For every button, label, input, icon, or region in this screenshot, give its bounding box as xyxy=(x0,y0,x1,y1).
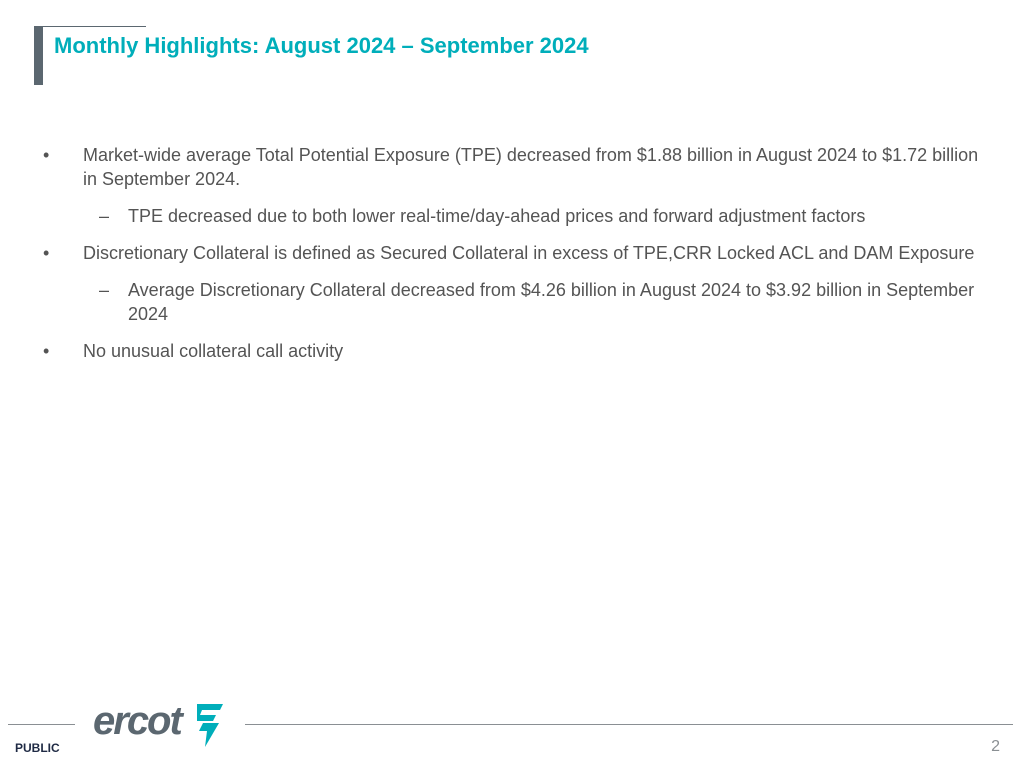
sub-bullet-text: TPE decreased due to both lower real-time/day-ahead prices and forward adjustment factors xyxy=(128,206,866,226)
bullet-item xyxy=(40,339,990,363)
bullet-text: Market-wide average Total Potential Exposure (TPE) decreased from $1.88 billion in August 2024 to $1.72 billion in September 2024. xyxy=(83,145,979,189)
bullet-text: Discretionary Collateral is defined as Secured Collateral in excess of TPE,CRR Locked ACL and DAM Exposure xyxy=(83,243,975,263)
classification-label: PUBLIC xyxy=(15,741,60,755)
bullet-text: No unusual collateral call activity xyxy=(83,341,344,361)
ercot-bolt-icon xyxy=(189,701,225,749)
sub-bullet-item xyxy=(40,278,990,326)
sub-bullet-marker: – xyxy=(99,206,110,226)
bullet-marker: • xyxy=(43,145,50,165)
sub-bullet-text: Average Discretionary Collateral decreased from $4.26 billion in August 2024 to $3.92 billion in September 2024 xyxy=(128,280,975,324)
slide-body xyxy=(40,143,990,376)
page-number: 2 xyxy=(991,738,1000,755)
slide-title: Monthly Highlights: August 2024 – September 2024 xyxy=(54,33,589,58)
sub-bullet-item xyxy=(40,204,990,228)
title-accent-bar xyxy=(34,26,43,85)
footer-divider-right xyxy=(245,724,1013,725)
footer-divider-left xyxy=(8,724,75,725)
title-accent-line xyxy=(34,26,146,27)
bullet-marker: • xyxy=(43,243,50,263)
ercot-logo xyxy=(93,699,233,751)
bullet-item xyxy=(40,241,990,265)
logo-wordmark: ercot xyxy=(93,699,181,743)
sub-bullet-marker: – xyxy=(99,280,110,300)
bullet-marker: • xyxy=(43,341,50,361)
bullet-item xyxy=(40,143,990,191)
